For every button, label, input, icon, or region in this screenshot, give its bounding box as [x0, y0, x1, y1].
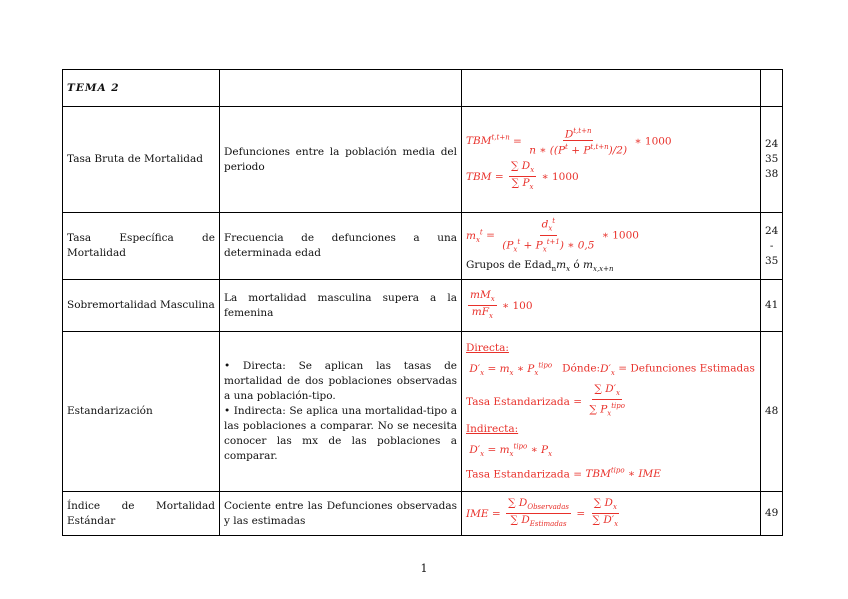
concept-cell: Tasa Específica de Mortalidad [63, 213, 220, 280]
formula-standardized-rate: Tasa Estandarizada = $\frac{\sum D'_x}{\sum P_x^{tipo}}$ [466, 382, 625, 418]
definition-cell: Cociente entre las Defunciones observadas y las estimadas [220, 492, 462, 536]
table-row [63, 332, 783, 492]
formula-cell: Directa: $D'_x = m_x$ ∗ $P_x^{tipo}$ $Dónde:D'_x$ = Defunciones Estimadas Tasa Estandarizada = $\frac{\sum D'_x}{\sum P_x^{tipo}}$ Indirecta: $D'_x = m_x^{tipo}$ ∗ $P_x$ Tasa Estandarizada = $TBM^{tipo}$ ∗ IME [462, 332, 761, 492]
formula-specific-rate: $m_x^t$ = $\frac{d_x^t}{(P_x^t + P_x^{t+1}) ∗ 0,5}$ ∗ 1000 [466, 217, 639, 254]
definition-cell: Defunciones entre la población media del periodo [220, 107, 462, 213]
concept-cell: Tasa Bruta de Mortalidad [63, 107, 220, 213]
pages-cell: 24 - 35 [761, 213, 783, 280]
formula-cell: IME = $\frac{\sum D_{Observadas}}{\sum D_{Estimadas}}$ = $\frac{\sum D_x}{\sum D'_x}$ [462, 492, 761, 536]
concept-cell: Estandarización [63, 332, 220, 492]
pages-cell: 49 [761, 492, 783, 536]
table-row [63, 492, 783, 536]
concept-cell: Sobremortalidad Masculina [63, 280, 220, 332]
table-row [63, 213, 783, 280]
section-title: TEMA 2 [63, 70, 220, 107]
pages-cell: 48 [761, 332, 783, 492]
pages-cell: 41 [761, 280, 783, 332]
definition-cell: Frecuencia de defunciones a una determinada edad [220, 213, 462, 280]
formula-cell [462, 213, 761, 280]
age-groups-note: Grupos de $Edad_nm_x$ ó $m_{x,x+n}$ [466, 259, 614, 274]
formula-standardized-rate-indirect: Tasa Estandarizada = $TBM^{tipo}$ ∗ IME [466, 466, 661, 481]
definition-cell: • Directa: Se aplican las tasas de mortalidad de dos poblaciones observadas a una población-tipo. • Indirecta: Se aplica una mortalidad-tipo a las poblaciones a comparar. No se necesita conocer las mx de las poblaciones a comparar. [220, 332, 462, 492]
table-row [63, 280, 783, 332]
concept-cell: Índice de Mortalidad Estándar [63, 492, 220, 536]
formula-tbm-period: $TBM^{t,t+n}$ = $\frac{D^{t,t+n}}{n ∗ ((P^t + P^{t,t+n})/2)}$ ∗ 1000 [466, 126, 672, 157]
page-number: 1 [420, 562, 428, 575]
formula-cell: $\frac{mM_x}{mF_x}$ ∗ 100 [462, 280, 761, 332]
header-row [63, 70, 783, 107]
definition-cell: La mortalidad masculina supera a la femenina [220, 280, 462, 332]
formula-indirect: $D'_x = m_x^{tipo}$ ∗ $P_x$ [469, 442, 553, 458]
concepts-table [62, 69, 783, 536]
table-row [63, 107, 783, 213]
formula-tbm: TBM = $\frac{\sum D_x}{\sum P_x}$ ∗ 1000 [466, 159, 579, 192]
pages-cell: 24 35 38 [761, 107, 783, 213]
formula-direct: $D'_x = m_x$ ∗ $P_x^{tipo}$ $Dónde:D'_x$ = Defunciones Estimadas [469, 361, 755, 377]
formula-cell [462, 107, 761, 213]
